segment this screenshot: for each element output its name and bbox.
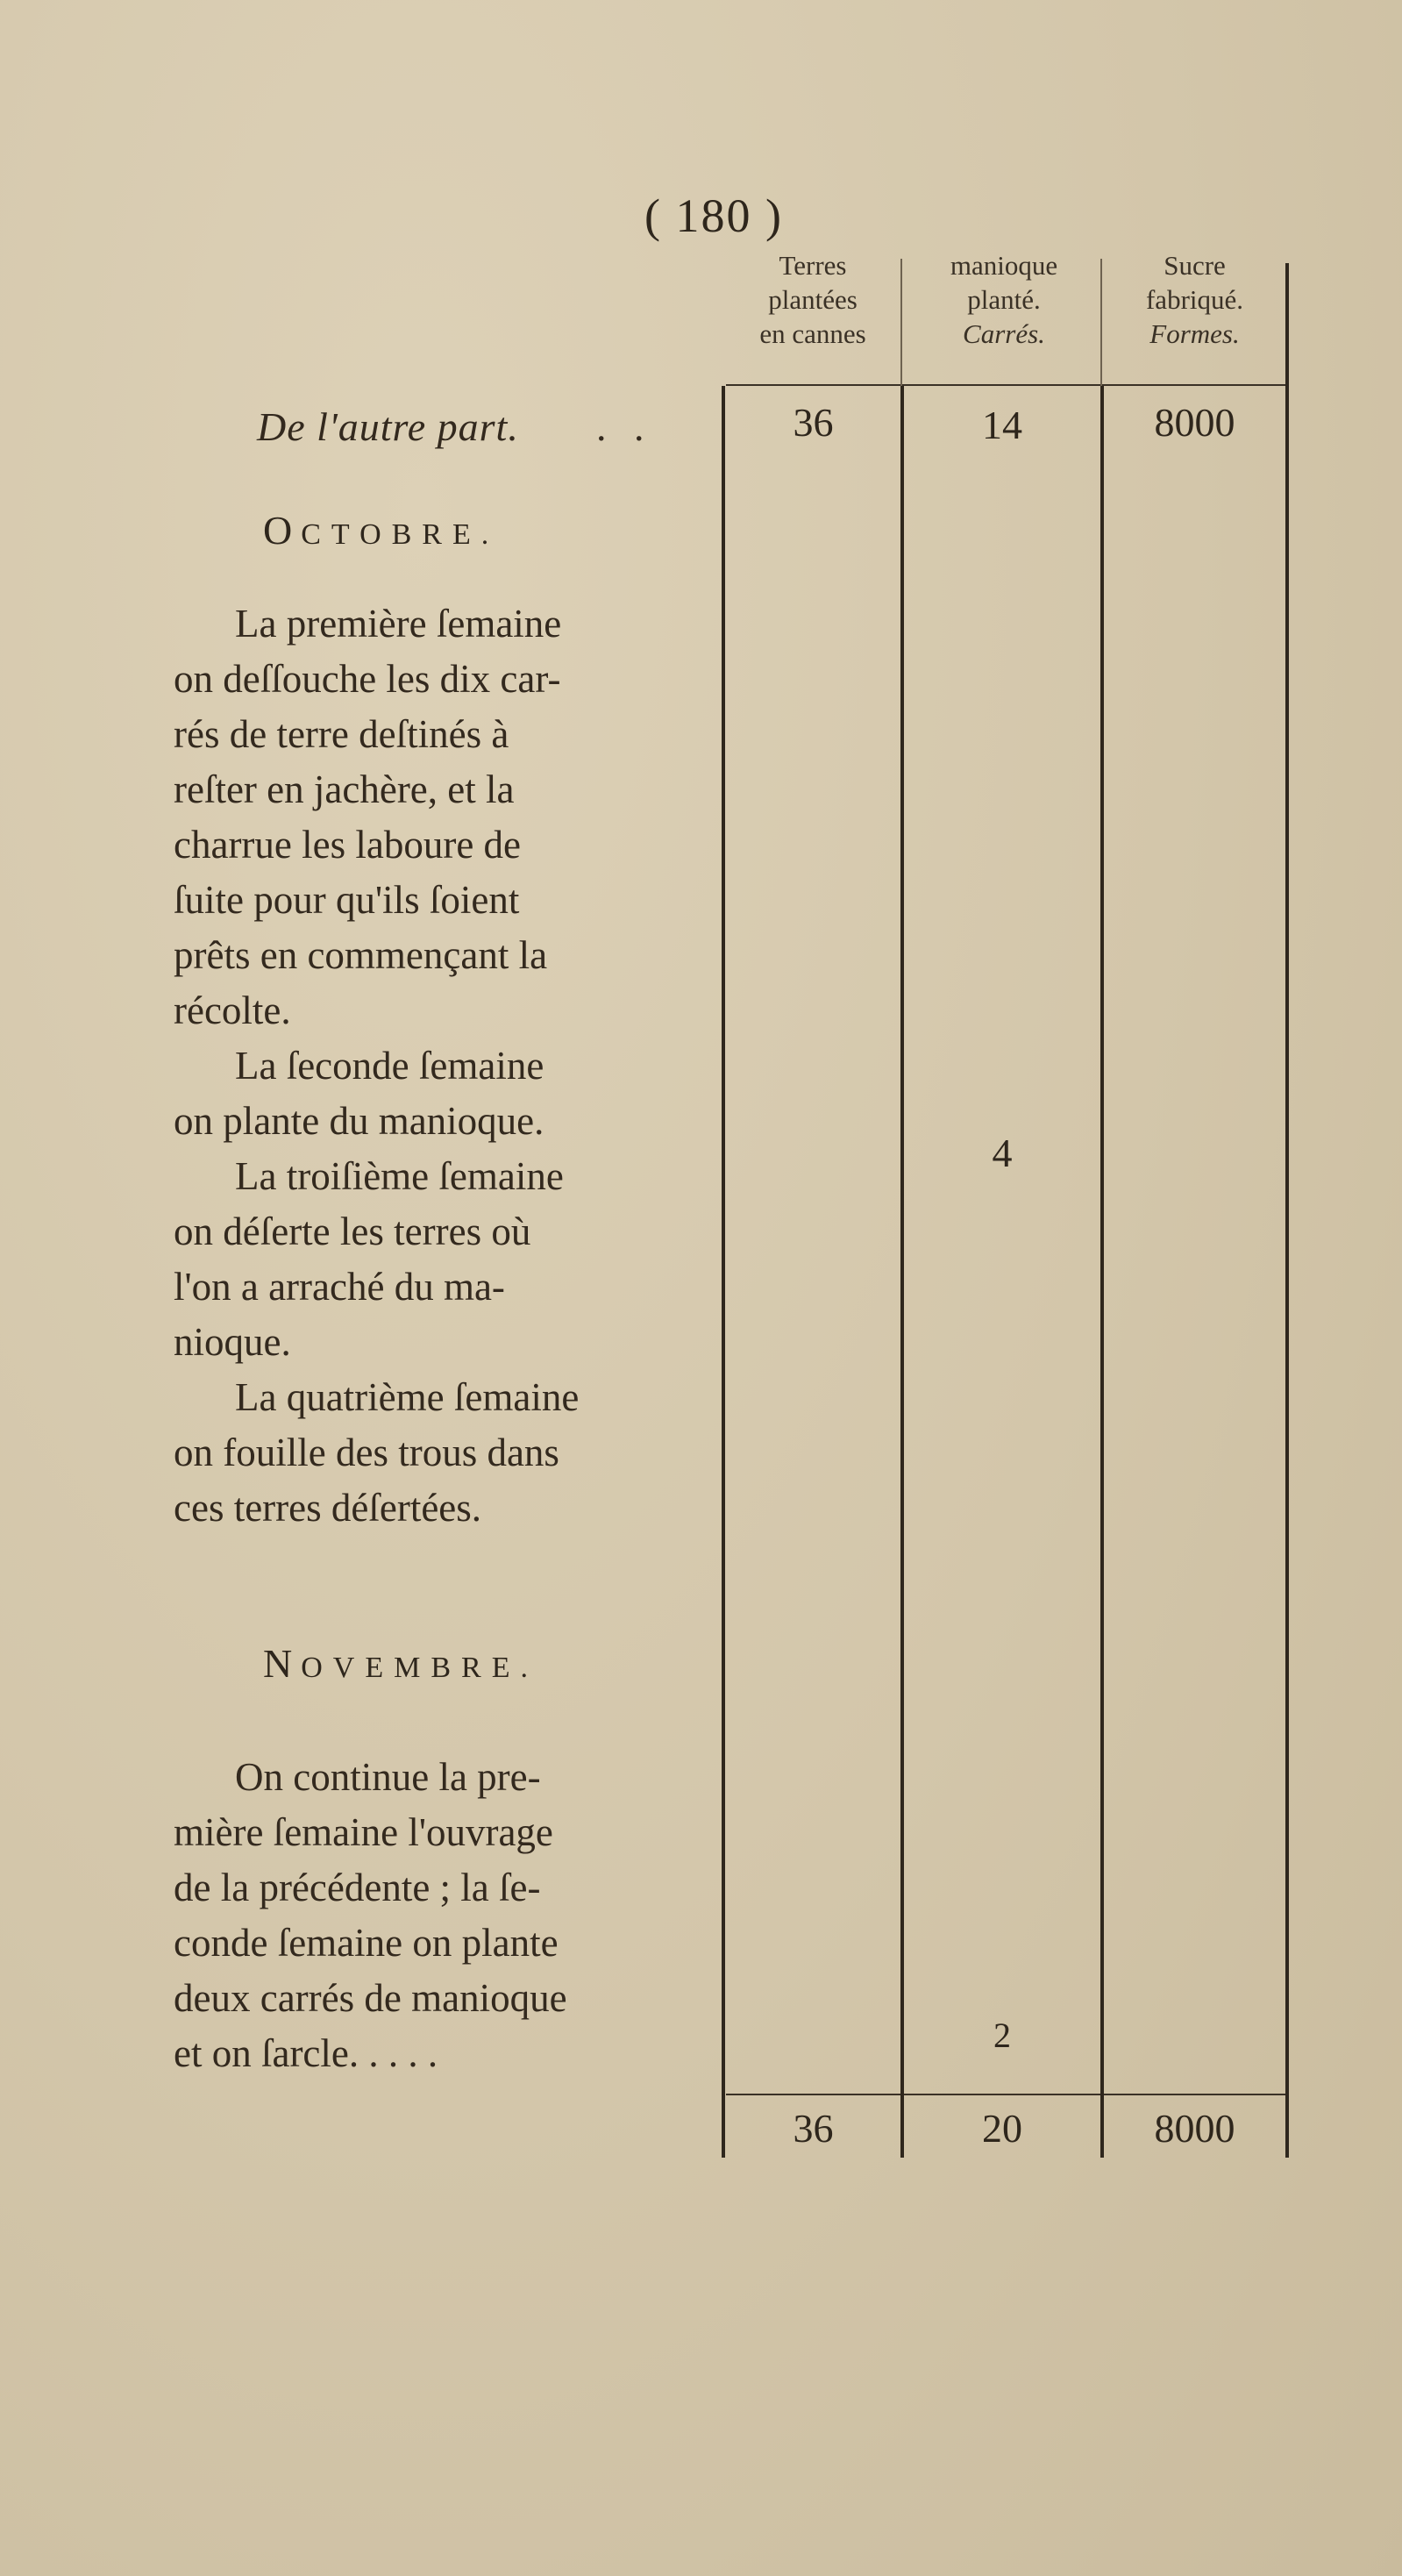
header-divider — [900, 259, 902, 386]
text-line: on déſerte les terres où — [174, 1210, 531, 1253]
text-line: La première ſemaine — [235, 602, 562, 646]
page-number: ( 180 ) — [644, 189, 783, 242]
november-paragraph — [174, 1750, 715, 2081]
column-rule — [900, 386, 904, 2158]
text-line: prêts en commençant la — [174, 933, 548, 977]
text-line: on fouille des trous dans — [174, 1431, 559, 1474]
october-paragraph — [174, 596, 715, 1536]
column-header-cane-land — [725, 248, 900, 351]
total-manioc: 20 — [982, 2106, 1022, 2151]
text-line: et on ſarcle. . . . . — [174, 2031, 438, 2075]
text-line: deux carrés de manioque — [174, 1976, 567, 2020]
text-line: récolte. — [174, 988, 291, 1032]
text-line: rés de terre deſtinés à — [174, 712, 509, 756]
carry-forward-label: De l'autre part. — [257, 404, 519, 449]
carry-cane-land: 36 — [793, 400, 834, 445]
header-rule — [726, 384, 1287, 386]
text-line: charrue les laboure de — [174, 823, 522, 867]
header-line: manioque — [950, 250, 1058, 281]
column-header-sugar — [1105, 248, 1285, 351]
text-line: ſuite pour qu'ils ſoient — [174, 878, 520, 922]
text-line: ces terres déſertées. — [174, 1486, 482, 1530]
text-line: On continue la pre- — [235, 1755, 541, 1799]
column-rule-right — [1285, 263, 1289, 2158]
text-line: conde ſemaine on plante — [174, 1921, 559, 1965]
text-line: mière ſemaine l'ouvrage — [174, 1810, 553, 1854]
text-line: La quatrième ſemaine — [235, 1375, 580, 1419]
november-manioc-entry: 2 — [993, 2016, 1011, 2055]
column-rule — [1100, 386, 1104, 2158]
column-unit: Carrés. — [963, 318, 1045, 349]
text-line: La ſeconde ſemaine — [235, 1044, 544, 1088]
text-line: reſter en jachère, et la — [174, 767, 515, 811]
month-name: NOVEMBRE. — [263, 1641, 538, 1686]
text-line: on plante du manioque. — [174, 1099, 544, 1143]
total-sugar: 8000 — [1154, 2106, 1235, 2151]
carry-sugar: 8000 — [1154, 400, 1235, 445]
header-line: plantées — [768, 284, 858, 315]
carry-forward-dots: . . — [596, 404, 653, 449]
header-line: planté. — [967, 284, 1041, 315]
october-manioc-entry: 4 — [992, 1131, 1013, 1175]
total-cane-land: 36 — [793, 2106, 834, 2151]
text-line: on deſſouche les dix car- — [174, 657, 561, 701]
text-line: l'on a arraché du ma- — [174, 1265, 505, 1309]
header-divider — [1100, 259, 1102, 386]
carry-manioc: 14 — [982, 403, 1022, 447]
header-line: fabriqué. — [1145, 284, 1244, 315]
header-line: Terres — [779, 250, 847, 281]
text-line: nioque. — [174, 1320, 291, 1364]
text-line: La troiſième ſemaine — [235, 1154, 564, 1198]
total-rule — [726, 2094, 1287, 2095]
column-rule-left — [722, 386, 725, 2158]
column-unit: Formes. — [1149, 318, 1240, 349]
text-line: de la précédente ; la ſe- — [174, 1866, 541, 1909]
header-line: en cannes — [759, 318, 866, 349]
header-line: Sucre — [1164, 250, 1226, 281]
month-heading-november — [263, 1640, 538, 1687]
column-header-manioc — [907, 248, 1100, 351]
month-name: OCTOBRE. — [263, 508, 500, 553]
month-heading-october — [263, 507, 499, 553]
